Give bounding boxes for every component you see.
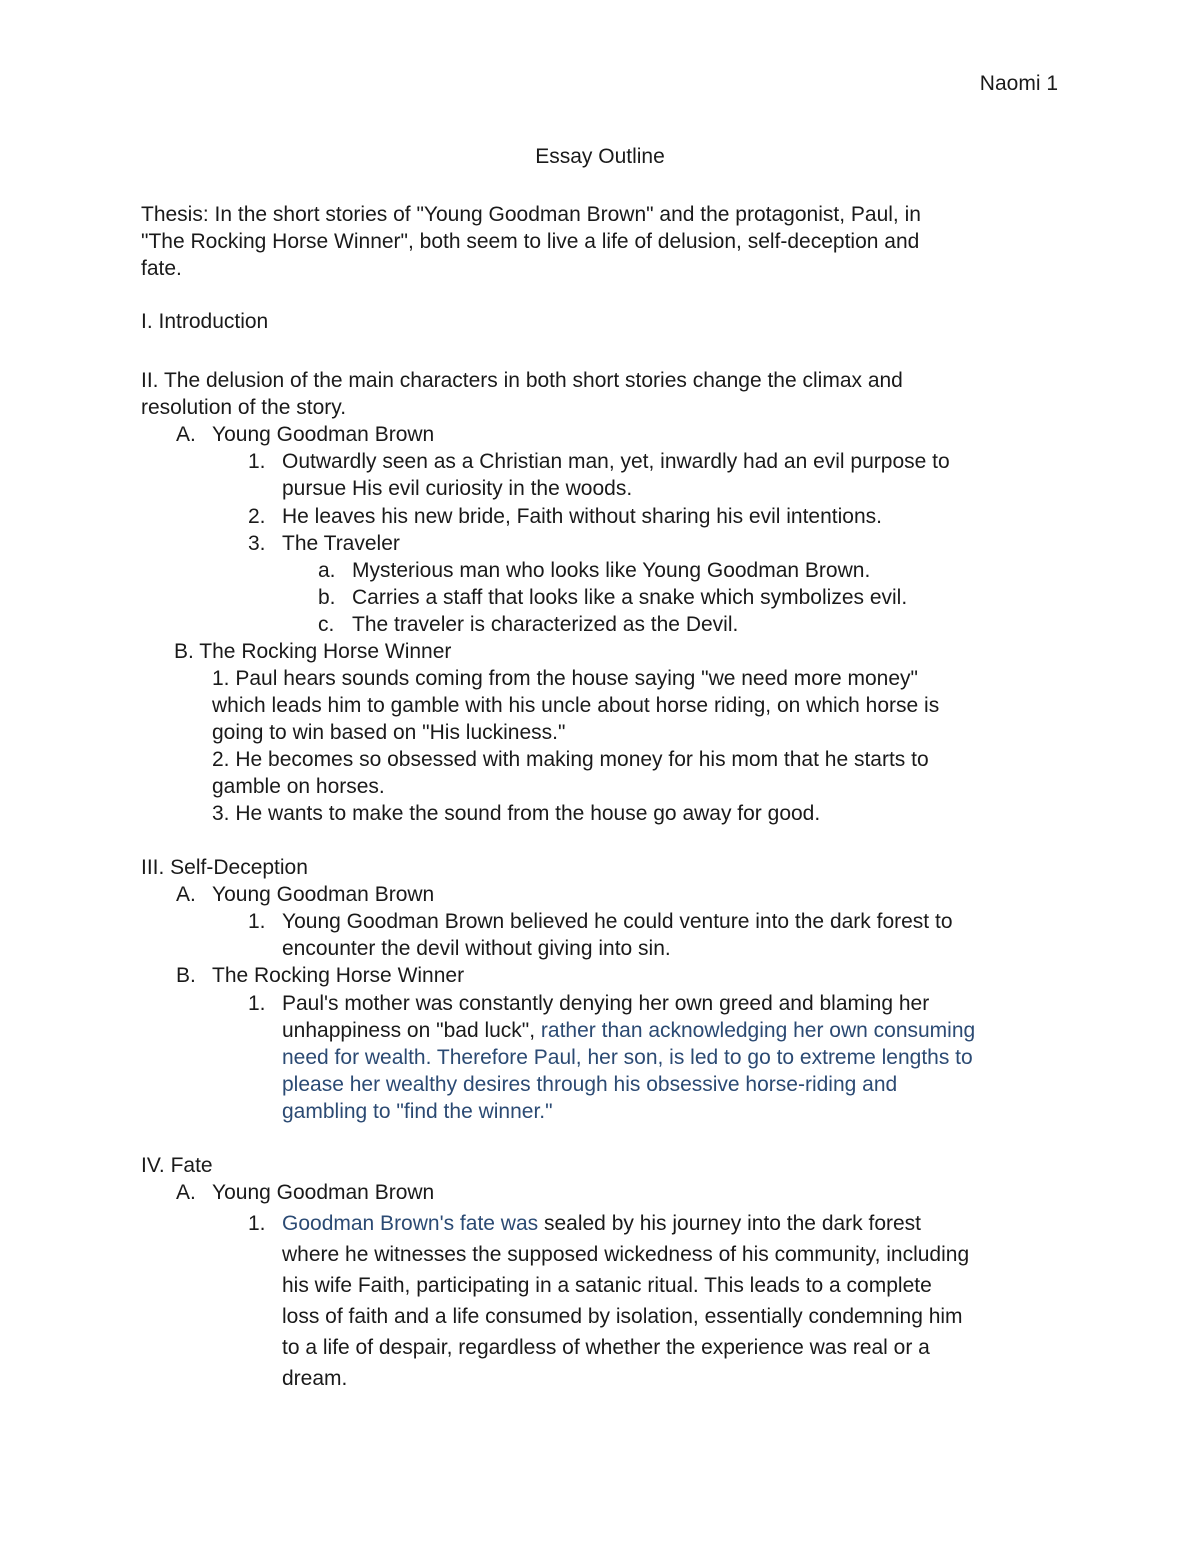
outline-item-text: 1. Paul hears sounds coming from the house saying "we need more money" <box>212 667 918 690</box>
section-4-heading: IV. Fate <box>141 1154 213 1177</box>
section-3-heading: III. Self-Deception <box>141 856 308 879</box>
outline-item-text-mixed <box>282 1017 975 1044</box>
outline-item-text: where he witnesses the supposed wickedness of his community, including <box>282 1243 970 1266</box>
outline-subitem-text: Mysterious man who looks like Young Goodman Brown. <box>352 559 871 582</box>
highlighted-text-span: Goodman Brown's fate was <box>282 1212 539 1235</box>
text-span: sealed by his journey into the dark forest <box>538 1212 922 1235</box>
subheading-young-goodman-brown: Young Goodman Brown <box>212 423 435 446</box>
outline-item-text: loss of faith and a life consumed by isolation, essentially condemning him <box>282 1305 963 1328</box>
outline-item-text: to a life of despair, regardless of whether the experience was real or a <box>282 1336 930 1359</box>
section-2-heading-line-2: resolution of the story. <box>141 396 347 419</box>
outline-item-text: his wife Faith, participating in a satanic ritual. This leads to a complete <box>282 1274 932 1297</box>
outline-marker: A. <box>176 883 196 906</box>
outline-marker: b. <box>318 586 336 609</box>
thesis-line-3: fate. <box>141 257 182 280</box>
outline-marker: 1. <box>248 450 266 473</box>
outline-item-text: He leaves his new bride, Faith without sharing his evil intentions. <box>282 505 882 528</box>
outline-item-text-blue: need for wealth. Therefore Paul, her son, is led to go to extreme lengths to <box>282 1046 973 1069</box>
text-span: unhappiness on "bad luck", <box>282 1019 536 1042</box>
outline-item-text: Paul's mother was constantly denying her own greed and blaming her <box>282 992 930 1015</box>
outline-item-text: which leads him to gamble with his uncle about horse riding, on which horse is <box>212 694 940 717</box>
outline-marker: B. <box>176 964 196 987</box>
outline-marker: 1. <box>248 1212 266 1235</box>
section-1-heading: I. Introduction <box>141 310 269 333</box>
outline-item-text: pursue His evil curiosity in the woods. <box>282 477 633 500</box>
outline-item-text: 3. He wants to make the sound from the house go away for good. <box>212 802 821 825</box>
outline-marker: 2. <box>248 505 266 528</box>
outline-item-text: The Traveler <box>282 532 400 555</box>
outline-item-text: Outwardly seen as a Christian man, yet, inwardly had an evil purpose to <box>282 450 950 473</box>
outline-marker: a. <box>318 559 336 582</box>
outline-item-text-mixed <box>282 1210 921 1237</box>
highlighted-text-span: rather than acknowledging her own consuming <box>535 1019 976 1042</box>
outline-marker: 1. <box>248 910 266 933</box>
outline-marker: A. <box>176 423 196 446</box>
outline-item-text: Young Goodman Brown believed he could venture into the dark forest to <box>282 910 953 933</box>
thesis-line-1: Thesis: In the short stories of "Young Goodman Brown" and the protagonist, Paul, in <box>141 203 921 226</box>
outline-item-text: gamble on horses. <box>212 775 385 798</box>
running-head: Naomi 1 <box>979 72 1058 95</box>
subheading-rocking-horse-winner: B. The Rocking Horse Winner <box>174 640 452 663</box>
page-title: Essay Outline <box>535 145 665 168</box>
outline-item-text-blue: please her wealthy desires through his obsessive horse-riding and <box>282 1073 898 1096</box>
subheading-young-goodman-brown: Young Goodman Brown <box>212 883 435 906</box>
outline-item-text: dream. <box>282 1367 348 1390</box>
subheading-young-goodman-brown: Young Goodman Brown <box>212 1181 435 1204</box>
outline-marker: 1. <box>248 992 266 1015</box>
outline-item-text: going to win based on "His luckiness." <box>212 721 566 744</box>
outline-item-text: encounter the devil without giving into sin. <box>282 937 671 960</box>
outline-item-text-blue: gambling to "find the winner." <box>282 1100 553 1123</box>
outline-subitem-text: Carries a staff that looks like a snake which symbolizes evil. <box>352 586 908 609</box>
subheading-rocking-horse-winner: The Rocking Horse Winner <box>212 964 465 987</box>
thesis-line-2: "The Rocking Horse Winner", both seem to live a life of delusion, self-deception and <box>141 230 920 253</box>
section-2-heading-line-1: II. The delusion of the main characters in both short stories change the climax and <box>141 369 903 392</box>
outline-marker: A. <box>176 1181 196 1204</box>
outline-marker: 3. <box>248 532 266 555</box>
outline-subitem-text: The traveler is characterized as the Devil. <box>352 613 739 636</box>
outline-item-text: 2. He becomes so obsessed with making money for his mom that he starts to <box>212 748 929 771</box>
outline-marker: c. <box>318 613 335 636</box>
